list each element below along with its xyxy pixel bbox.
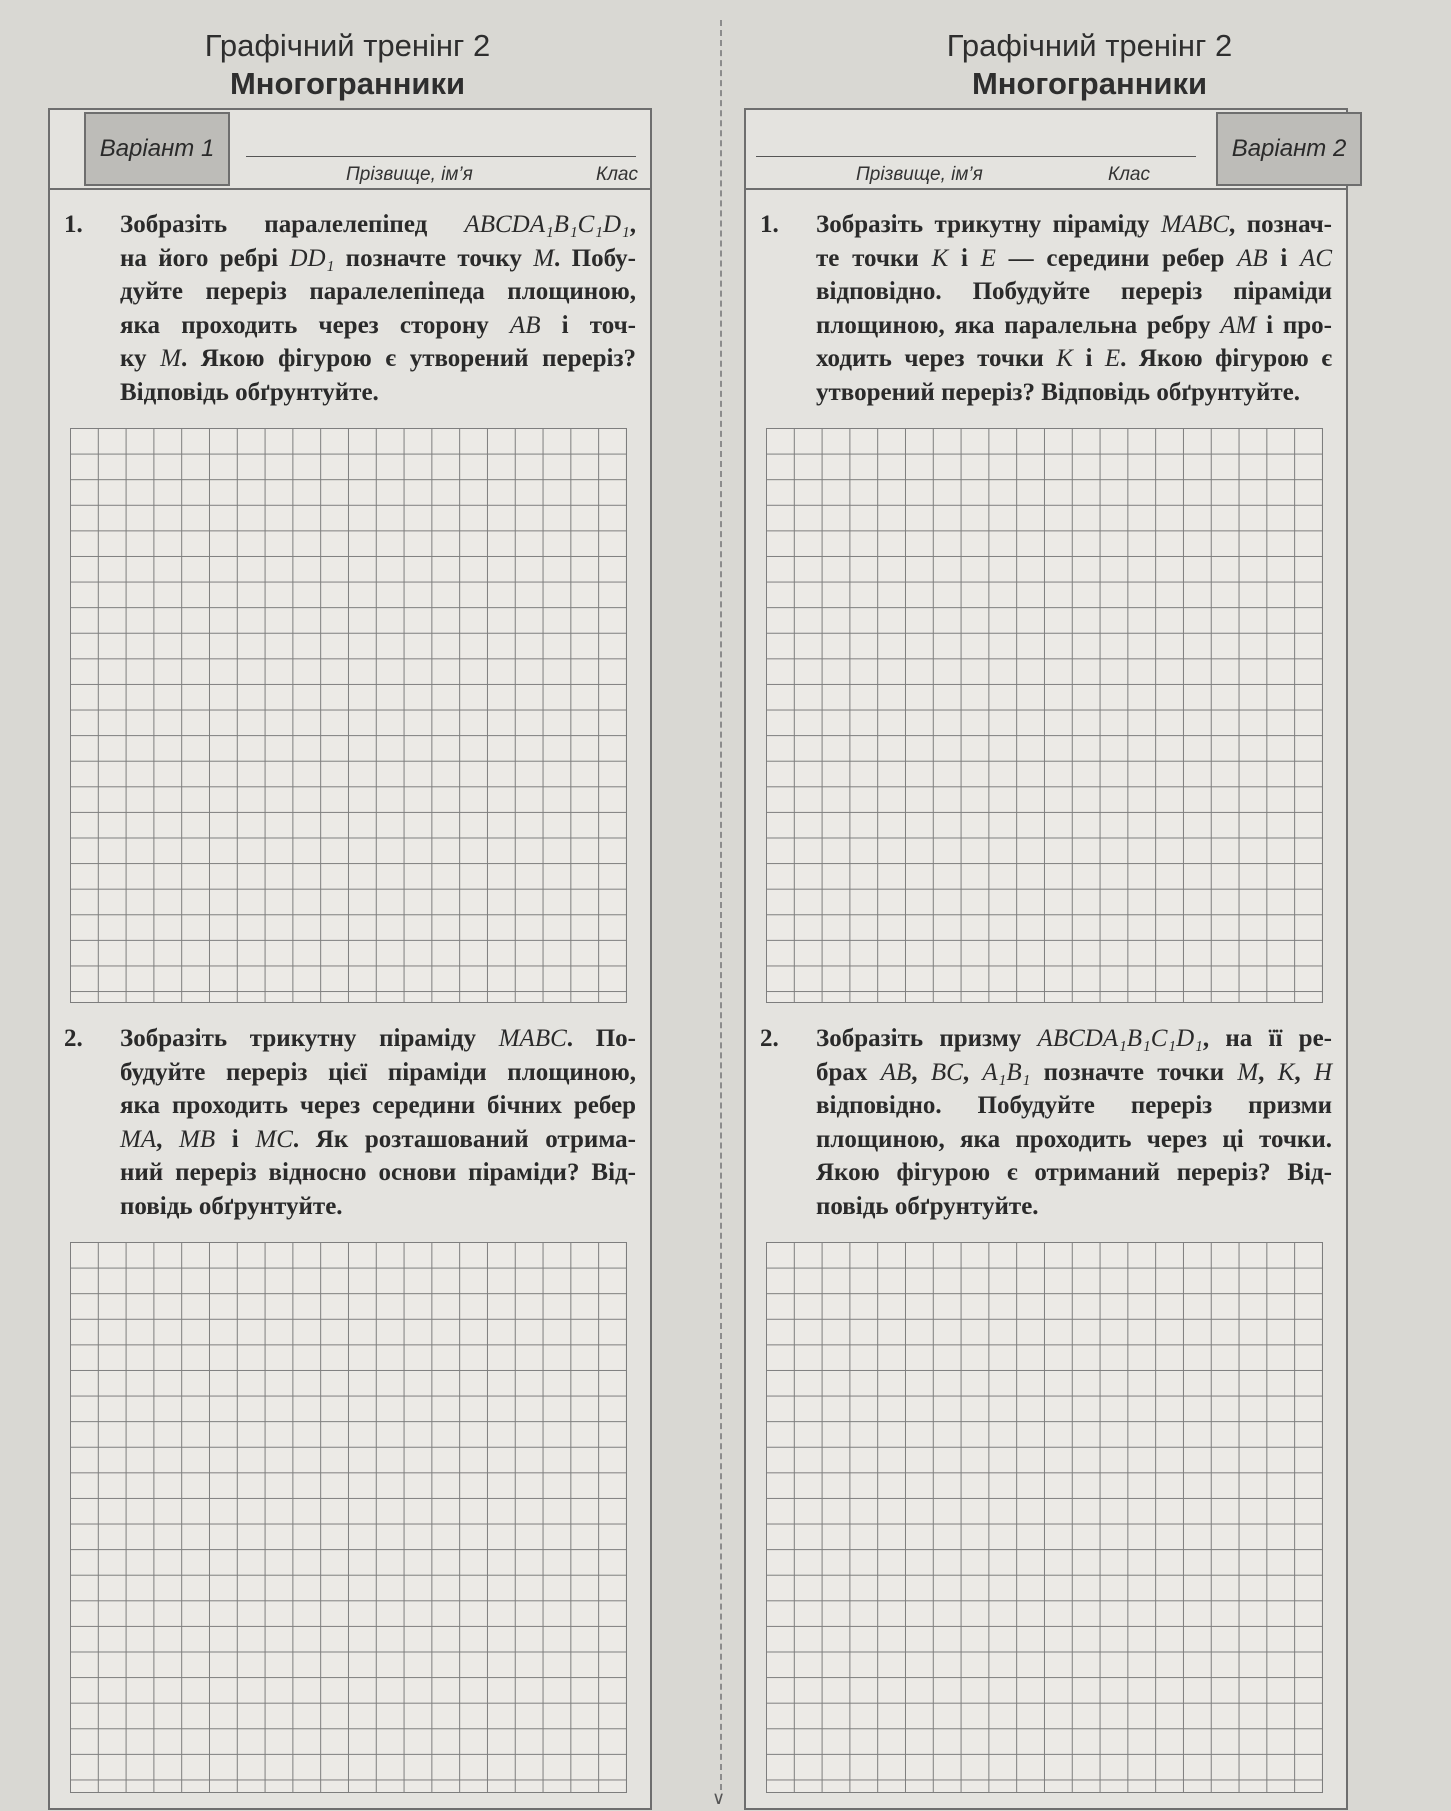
task-number: 1. — [760, 211, 779, 238]
page-title: Графічний тренінг 2 — [946, 28, 1233, 63]
variant-1-page — [0, 0, 695, 1811]
task-1 — [64, 208, 636, 409]
task-2 — [760, 1022, 1332, 1223]
page-subtitle: Многогранники — [971, 66, 1208, 101]
task-text: Зобразіть паралелепіпед ABCDA₁B₁C₁D₁, на його ребрі DD₁ позначте точку M. Побу- дуйте переріз паралелепіпеда площиною, яка проходить через сторону AB і точ- ку M. Якою фігурою є утворений переріз? Відповідь обґрунтуйте. — [120, 211, 636, 406]
cut-line — [720, 20, 722, 1790]
surname-label: Прізвище, ім’я — [856, 164, 983, 185]
page-subtitle: Многогранники — [229, 66, 466, 101]
answer-grid-1[interactable] — [70, 428, 627, 1003]
class-label: Клас — [1108, 164, 1150, 185]
task-number: 2. — [64, 1025, 83, 1052]
variant-badge: Варіант 1 — [84, 112, 230, 186]
answer-grid-2[interactable] — [766, 1242, 1323, 1793]
header-row — [50, 110, 650, 190]
task-text: Зобразіть трикутну піраміду MABC, познач- те точки K і E — середини ребер AB і AC відповідно. Побудуйте переріз піраміди площиною, яка паралельна ребру AM і про- ходить через точки K і E. Якою фігурою є утворений переріз? Відповідь обґрунтуйте. — [816, 211, 1333, 406]
page-title: Графічний тренінг 2 — [204, 28, 491, 63]
task-1 — [760, 208, 1332, 409]
worksheet — [48, 108, 652, 1810]
header-row — [746, 110, 1346, 190]
class-label: Клас — [596, 164, 638, 185]
task-text: Зобразіть трикутну піраміду MABC. По- будуйте переріз цієї піраміди площиною, яка проходить через середини бічних ребер MA, MB і MC. Як розташований отрима- ний переріз відносно основи піраміди? Від- повідь обґрунтуйте. — [120, 1025, 637, 1220]
worksheet — [744, 108, 1348, 1810]
task-number: 2. — [760, 1025, 779, 1052]
task-2 — [64, 1022, 636, 1223]
surname-label: Прізвище, ім’я — [346, 164, 473, 185]
scissors-mark-icon: ∨ — [712, 1788, 726, 1809]
variant-badge: Варіант 2 — [1216, 112, 1362, 186]
answer-grid-2[interactable] — [70, 1242, 627, 1793]
name-field-line[interactable] — [756, 156, 1196, 157]
task-number: 1. — [64, 211, 83, 238]
variant-2-page — [742, 0, 1437, 1811]
task-text: Зобразіть призму ABCDA₁B₁C₁D₁, на її ре- брах AB, BC, A₁B₁ позначте точки M, K, H відповідно. Побудуйте переріз призми площиною, яка проходить через ці точки. Якою фігурою є отриманий переріз? Від- повідь обґрунтуйте. — [816, 1025, 1333, 1220]
answer-grid-1[interactable] — [766, 428, 1323, 1003]
name-field-line[interactable] — [246, 156, 636, 157]
